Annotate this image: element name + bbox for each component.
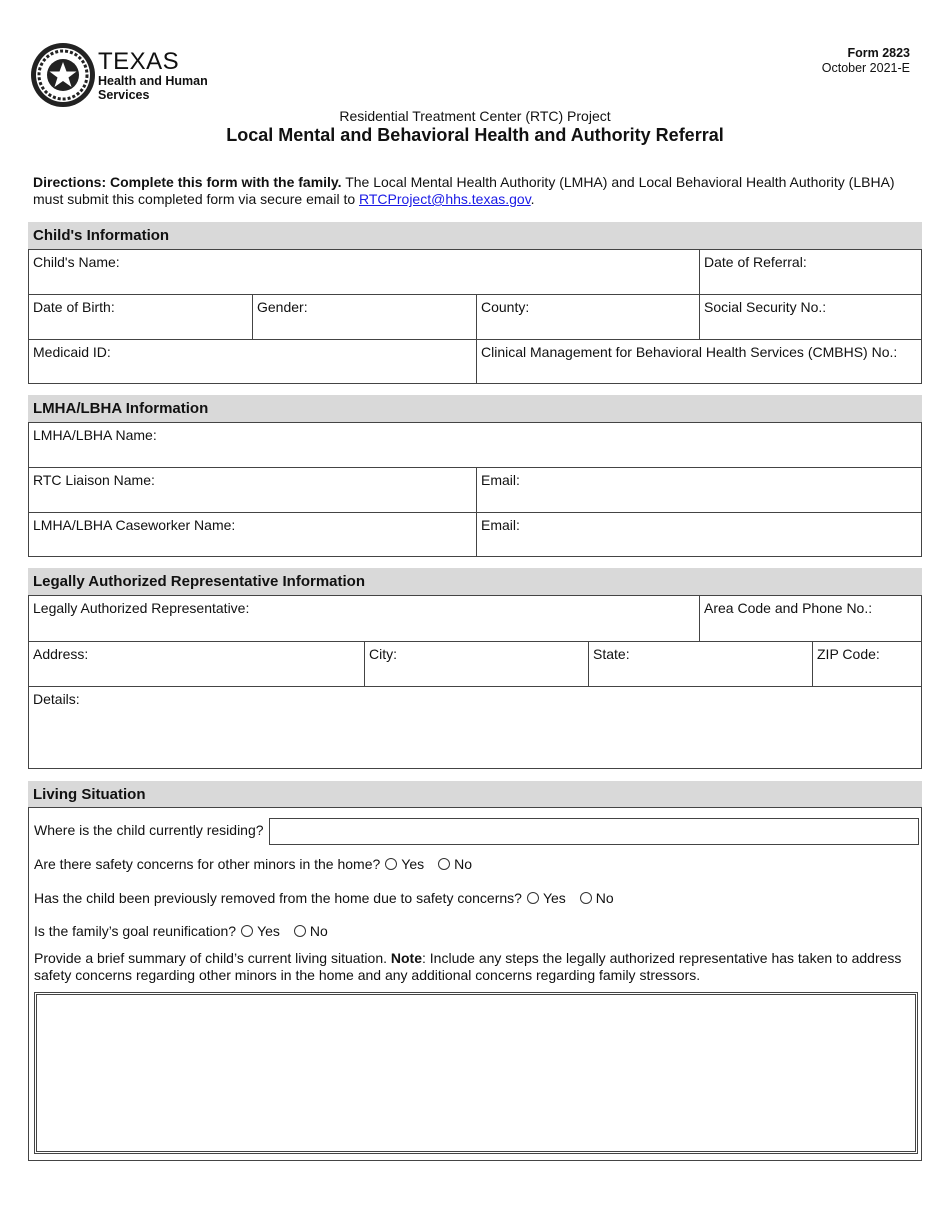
ssn-label: Social Security No.: bbox=[704, 299, 827, 315]
reunification-question bbox=[34, 923, 328, 939]
reunification-label: Is the family’s goal reunification? bbox=[34, 923, 237, 939]
lar-info-grid bbox=[28, 595, 922, 769]
section-living-header: Living Situation bbox=[28, 781, 922, 808]
date-of-birth-label: Date of Birth: bbox=[33, 299, 115, 315]
safety-no-radio[interactable] bbox=[438, 858, 450, 870]
reunification-no-label: No bbox=[309, 923, 328, 939]
reunification-yes-label: Yes bbox=[257, 923, 280, 939]
caseworker-label: LMHA/LBHA Caseworker Name: bbox=[33, 517, 236, 533]
page-title: Local Mental and Behavioral Health and Authority Referral bbox=[226, 125, 724, 145]
section-child-header: Child's Information bbox=[28, 222, 922, 249]
city-field[interactable] bbox=[364, 642, 588, 686]
rtc-liaison-label: RTC Liaison Name: bbox=[33, 472, 155, 488]
section-lar-header: Legally Authorized Representative Information bbox=[28, 568, 922, 595]
childs-name-field[interactable] bbox=[29, 250, 699, 294]
details-field[interactable] bbox=[29, 687, 921, 768]
address-field[interactable] bbox=[29, 642, 364, 686]
summary-note: Note bbox=[390, 950, 423, 966]
zip-field[interactable] bbox=[812, 642, 921, 686]
ssn-field[interactable] bbox=[699, 295, 921, 339]
safety-no-label: No bbox=[454, 856, 473, 872]
liaison-email-field[interactable] bbox=[476, 468, 921, 512]
texas-seal-icon bbox=[30, 42, 96, 108]
date-of-referral-label: Date of Referral: bbox=[704, 254, 807, 270]
logo-agency: Health and Human Services bbox=[98, 74, 208, 102]
childs-name-label: Child's Name: bbox=[33, 254, 120, 270]
liaison-email-label: Email: bbox=[481, 472, 520, 488]
date-of-birth-field[interactable] bbox=[29, 295, 252, 339]
safety-yes-radio[interactable] bbox=[385, 858, 397, 870]
summary-instructions bbox=[34, 950, 914, 984]
reunification-no-radio[interactable] bbox=[294, 925, 306, 937]
lmha-name-label: LMHA/LBHA Name: bbox=[33, 427, 157, 443]
residing-input[interactable] bbox=[269, 818, 919, 845]
caseworker-email-label: Email: bbox=[481, 517, 520, 533]
cmbhs-label: Clinical Management for Behavioral Health Services (CMBHS) No.: bbox=[481, 344, 898, 360]
directions-text: The Local Mental Health Authority (LMHA) and Local Behavioral Health Authority (LBHA) must submit this completed form via secure email to bbox=[33, 174, 895, 207]
removed-yes-radio[interactable] bbox=[527, 892, 539, 904]
lmha-info-grid bbox=[28, 422, 922, 557]
lar-name-label: Legally Authorized Representative: bbox=[33, 600, 250, 616]
removed-question bbox=[34, 890, 614, 906]
caseworker-field[interactable] bbox=[29, 513, 476, 556]
lmha-name-field[interactable] bbox=[29, 423, 921, 467]
gender-field[interactable] bbox=[252, 295, 476, 339]
residing-question bbox=[34, 822, 264, 838]
cmbhs-field[interactable] bbox=[476, 340, 921, 383]
residing-label: Where is the child currently residing? bbox=[34, 822, 264, 838]
city-label: City: bbox=[369, 646, 397, 662]
section-lmha-header: LMHA/LBHA Information bbox=[28, 395, 922, 422]
county-field[interactable] bbox=[476, 295, 699, 339]
county-label: County: bbox=[481, 299, 530, 315]
directions-bold: Directions: Complete this form with the family. bbox=[33, 174, 342, 190]
child-info-grid bbox=[28, 249, 922, 384]
details-label: Details: bbox=[33, 691, 80, 707]
project-name: Residential Treatment Center (RTC) Project bbox=[339, 108, 611, 124]
directions-end: . bbox=[530, 191, 535, 207]
summary-rest: : Include any steps the legally authorized representative has taken to address safety concerns regarding other minors in the home and any additional concerns regarding family stressors. bbox=[34, 950, 902, 983]
address-label: Address: bbox=[33, 646, 89, 662]
rtc-liaison-field[interactable] bbox=[29, 468, 476, 512]
safety-question bbox=[34, 856, 472, 872]
zip-label: ZIP Code: bbox=[817, 646, 880, 662]
logo-state: TEXAS bbox=[98, 48, 180, 75]
gender-label: Gender: bbox=[257, 299, 308, 315]
state-label: State: bbox=[593, 646, 630, 662]
safety-label: Are there safety concerns for other minors in the home? bbox=[34, 856, 381, 872]
state-field[interactable] bbox=[588, 642, 812, 686]
phone-label: Area Code and Phone No.: bbox=[704, 600, 873, 616]
summary-textarea-inner[interactable] bbox=[36, 994, 916, 1152]
reunification-yes-radio[interactable] bbox=[241, 925, 253, 937]
removed-no-radio[interactable] bbox=[580, 892, 592, 904]
hhs-logo bbox=[30, 42, 208, 108]
medicaid-id-label: Medicaid ID: bbox=[33, 344, 111, 360]
removed-label: Has the child been previously removed from the home due to safety concerns? bbox=[34, 890, 522, 906]
summary-textarea[interactable] bbox=[34, 992, 918, 1154]
medicaid-id-field[interactable] bbox=[29, 340, 476, 383]
summary-text: Provide a brief summary of child’s current living situation. bbox=[34, 950, 391, 966]
removed-yes-label: Yes bbox=[542, 890, 566, 906]
date-of-referral-field[interactable] bbox=[699, 250, 921, 294]
phone-field[interactable] bbox=[699, 596, 921, 641]
lar-name-field[interactable] bbox=[29, 596, 699, 641]
form-identifier bbox=[822, 46, 910, 76]
removed-no-label: No bbox=[595, 890, 614, 906]
form-number: Form 2823 bbox=[847, 46, 910, 60]
safety-yes-label: Yes bbox=[401, 856, 425, 872]
living-situation-box bbox=[28, 807, 922, 1161]
caseworker-email-field[interactable] bbox=[476, 513, 921, 556]
directions bbox=[33, 174, 918, 208]
email-link[interactable]: RTCProject@hhs.texas.gov bbox=[359, 191, 531, 207]
form-date: October 2021-E bbox=[821, 61, 910, 75]
